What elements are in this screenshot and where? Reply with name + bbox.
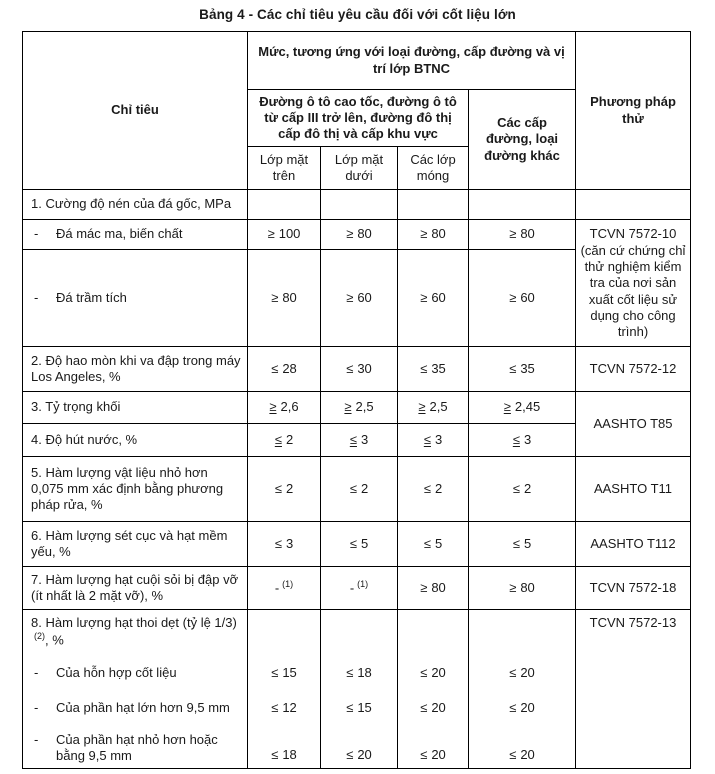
value-cell <box>398 658 469 690</box>
value-number: 35 <box>520 360 535 376</box>
comparison-operator: ≤ <box>512 431 520 447</box>
value-number: 20 <box>520 746 535 762</box>
value-cell <box>469 522 576 567</box>
row-label: 7. Hàm lượng hạt cuội sỏi bị đập vỡ (ít nhất là 2 mặt vỡ), % <box>31 571 239 603</box>
value-number: 3 <box>285 535 294 551</box>
method-cell: AASHTO T11 <box>576 457 691 522</box>
comparison-operator: ≥ <box>267 226 275 242</box>
value-number: 80 <box>431 226 446 242</box>
value-cell <box>321 728 398 769</box>
comparison-operator: ≥ <box>420 289 428 305</box>
row-label-cell <box>23 610 248 658</box>
footnote-ref: (1) <box>357 579 369 590</box>
value-number: 5 <box>434 535 443 551</box>
comparison-operator: ≥ <box>509 579 517 595</box>
value-number: 15 <box>282 665 297 681</box>
comparison-operator: ≥ <box>503 399 511 415</box>
value-number: 2,45 <box>514 399 541 415</box>
row-label: Của phần hạt lớn hơn 9,5 mm <box>56 700 230 716</box>
header-method: Phương pháp thử <box>576 32 691 190</box>
row-label: 2. Độ hao mòn khi va đập trong máy Los Angeles, % <box>31 352 241 384</box>
header-level-group: Mức, tương ứng với loại đường, cấp đường và vị trí lớp BTNC <box>248 32 576 90</box>
value-cell <box>321 190 398 220</box>
header-layer-bottom: Lớp mặt dưới <box>321 147 398 190</box>
row-label: 5. Hàm lượng vật liệu nhỏ hơn 0,075 mm xác định bằng phương pháp rửa, % <box>31 464 224 513</box>
method-cell <box>576 190 691 220</box>
value-cell <box>469 690 576 728</box>
value-cell <box>321 424 398 457</box>
value-number: 20 <box>431 746 446 762</box>
value-cell <box>469 190 576 220</box>
value-cell <box>469 347 576 392</box>
value-number: 2 <box>285 480 294 496</box>
row-label-cell <box>23 522 248 567</box>
row-label-cell <box>23 347 248 392</box>
value-cell <box>398 392 469 424</box>
comparison-operator: ≤ <box>274 480 282 496</box>
row-label: 4. Độ hút nước, % <box>31 431 138 447</box>
row-label-cell <box>23 457 248 522</box>
row-label: 3. Tỷ trọng khối <box>31 399 121 415</box>
value-number: 3 <box>523 431 532 447</box>
footnote-ref: (1) <box>282 579 294 590</box>
value-cell <box>248 392 321 424</box>
value-cell <box>248 424 321 457</box>
header-highway-group: Đường ô tô cao tốc, đường ô tô từ cấp III trở lên, đường đô thị cấp đô thị và cấp khu vực <box>248 90 469 147</box>
row-label-cell <box>23 392 248 424</box>
comparison-operator: ≤ <box>346 665 354 681</box>
value-cell <box>321 522 398 567</box>
method-cell: AASHTO T85 <box>576 392 691 457</box>
comparison-operator: ≤ <box>274 431 282 447</box>
value-cell <box>321 690 398 728</box>
value-cell <box>398 522 469 567</box>
value-number: 80 <box>520 579 535 595</box>
row-label-cell <box>23 567 248 610</box>
value-cell <box>321 250 398 347</box>
value-cell <box>321 347 398 392</box>
value-cell <box>398 567 469 610</box>
row-label: Của phần hạt nhỏ hơn hoặc bằng 9,5 mm <box>56 731 218 763</box>
value-number: 18 <box>282 746 297 762</box>
comparison-operator: ≤ <box>349 480 357 496</box>
row-label: Của hỗn hợp cốt liệu <box>56 665 177 681</box>
value-cell <box>248 567 321 610</box>
value-number: 80 <box>431 579 446 595</box>
header-other-roads: Các cấp đường, loại đường khác <box>469 90 576 190</box>
value-cell <box>469 567 576 610</box>
comparison-operator: ≤ <box>423 535 431 551</box>
comparison-operator: ≤ <box>420 665 428 681</box>
value-cell <box>398 190 469 220</box>
bullet-dash: - <box>34 289 39 305</box>
method-code: TCVN 7572-10 <box>589 225 677 241</box>
comparison-operator: ≤ <box>349 535 357 551</box>
value-cell <box>321 658 398 690</box>
value-number: 20 <box>431 665 446 681</box>
value-number: 5 <box>523 535 532 551</box>
comparison-operator: ≤ <box>509 360 517 376</box>
value-number: 2,5 <box>429 399 448 415</box>
value-number: 2 <box>434 480 443 496</box>
value-number: 80 <box>357 226 372 242</box>
value-cell <box>248 190 321 220</box>
comparison-operator: ≥ <box>269 399 277 415</box>
value-cell <box>321 392 398 424</box>
value-cell <box>469 424 576 457</box>
row-label-cell <box>23 728 248 769</box>
row-label: Đá trầm tích <box>56 289 127 305</box>
method-cell: AASHTO T112 <box>576 522 691 567</box>
comparison-operator: ≥ <box>418 399 426 415</box>
comparison-operator: ≤ <box>423 431 431 447</box>
row-label-cell <box>23 250 248 347</box>
bullet-dash: - <box>34 665 39 681</box>
row-label-cell <box>23 690 248 728</box>
value-number: 5 <box>360 535 369 551</box>
value-cell <box>469 457 576 522</box>
method-cell: TCVN 7572-12 <box>576 347 691 392</box>
value-number: 30 <box>357 360 372 376</box>
value-cell <box>248 610 321 658</box>
comparison-operator: ≤ <box>349 431 357 447</box>
footnote-ref: (2) <box>34 631 45 642</box>
method-cell <box>576 220 691 347</box>
table-row <box>23 457 691 522</box>
value-number: 3 <box>360 431 369 447</box>
row-label: Đá mác ma, biến chất <box>56 226 183 242</box>
value-cell <box>469 250 576 347</box>
table-row <box>23 347 691 392</box>
comparison-operator: ≥ <box>420 579 428 595</box>
bullet-dash: - <box>34 731 39 747</box>
value-number: 20 <box>357 746 372 762</box>
value-cell <box>398 424 469 457</box>
value-cell <box>321 220 398 250</box>
value-number: 2,6 <box>280 399 299 415</box>
table-row <box>23 610 691 658</box>
value-cell <box>248 658 321 690</box>
value-cell <box>469 728 576 769</box>
comparison-operator: ≤ <box>271 665 279 681</box>
table-row <box>23 567 691 610</box>
header-criteria: Chỉ tiêu <box>23 32 248 190</box>
value-number: 60 <box>431 289 446 305</box>
row-label-cell <box>23 190 248 220</box>
value-cell <box>398 347 469 392</box>
value-cell <box>469 220 576 250</box>
header-base-layers: Các lớp móng <box>398 147 469 190</box>
value-cell <box>248 250 321 347</box>
value-cell <box>398 728 469 769</box>
value-number: - <box>274 580 280 596</box>
value-cell <box>469 392 576 424</box>
value-number: 2 <box>285 431 294 447</box>
comparison-operator: ≤ <box>512 480 520 496</box>
value-number: 20 <box>431 700 446 716</box>
row-label: 6. Hàm lượng sét cục và hạt mềm yếu, % <box>31 527 228 559</box>
comparison-operator: ≤ <box>346 700 354 716</box>
value-number: 60 <box>357 289 372 305</box>
table-row <box>23 392 691 424</box>
value-cell <box>398 250 469 347</box>
value-cell <box>321 567 398 610</box>
row-label-tail: , % <box>45 632 64 648</box>
header-layer-top: Lớp mặt trên <box>248 147 321 190</box>
value-cell <box>248 728 321 769</box>
value-cell <box>321 457 398 522</box>
comparison-operator: ≤ <box>509 746 517 762</box>
comparison-operator: ≥ <box>509 226 517 242</box>
value-number: 100 <box>278 226 301 242</box>
criteria-table <box>22 31 691 769</box>
value-cell <box>248 522 321 567</box>
value-number: 15 <box>357 700 372 716</box>
comparison-operator: ≤ <box>423 480 431 496</box>
method-note: (căn cứ chứng chỉ thử nghiệm kiểm tra của nơi sản xuất cốt liệu sử dụng cho công trình) <box>580 242 686 340</box>
comparison-operator: ≤ <box>274 535 282 551</box>
value-number: 28 <box>282 360 297 376</box>
value-cell <box>248 347 321 392</box>
comparison-operator: ≤ <box>271 700 279 716</box>
comparison-operator: ≤ <box>346 360 354 376</box>
comparison-operator: ≥ <box>509 289 517 305</box>
value-cell <box>398 220 469 250</box>
value-number: - <box>349 580 355 596</box>
value-number: 80 <box>282 289 297 305</box>
table-row <box>23 190 691 220</box>
comparison-operator: ≤ <box>509 700 517 716</box>
value-cell <box>469 610 576 658</box>
value-cell <box>398 690 469 728</box>
comparison-operator: ≤ <box>420 360 428 376</box>
method-cell: TCVN 7572-18 <box>576 567 691 610</box>
header-row-1 <box>23 32 691 90</box>
value-number: 20 <box>520 700 535 716</box>
table-title: Bảng 4 - Các chỉ tiêu yêu cầu đối với cốt liệu lớn <box>199 7 516 22</box>
comparison-operator: ≥ <box>420 226 428 242</box>
comparison-operator: ≤ <box>512 535 520 551</box>
value-cell <box>248 220 321 250</box>
row-label-cell <box>23 658 248 690</box>
value-number: 20 <box>520 665 535 681</box>
value-number: 60 <box>520 289 535 305</box>
value-number: 18 <box>357 665 372 681</box>
value-number: 2,5 <box>355 399 374 415</box>
comparison-operator: ≤ <box>271 360 279 376</box>
comparison-operator: ≤ <box>346 746 354 762</box>
value-number: 3 <box>434 431 443 447</box>
row-label: 8. Hàm lượng hạt thoi dẹt (tỷ lệ 1/3) <box>31 615 237 630</box>
comparison-operator: ≤ <box>420 700 428 716</box>
value-cell <box>398 610 469 658</box>
value-number: 80 <box>520 226 535 242</box>
table-row <box>23 220 691 250</box>
comparison-operator: ≥ <box>344 399 352 415</box>
method-cell: TCVN 7572-13 <box>576 610 691 769</box>
row-label-cell <box>23 424 248 457</box>
bullet-dash: - <box>34 700 39 716</box>
comparison-operator: ≥ <box>271 289 279 305</box>
value-number: 12 <box>282 700 297 716</box>
row-label-cell <box>23 220 248 250</box>
value-cell <box>248 690 321 728</box>
bullet-dash: - <box>34 226 39 242</box>
comparison-operator: ≤ <box>271 746 279 762</box>
value-cell <box>398 457 469 522</box>
comparison-operator: ≥ <box>346 226 354 242</box>
value-number: 2 <box>360 480 369 496</box>
comparison-operator: ≤ <box>509 665 517 681</box>
value-cell <box>321 610 398 658</box>
value-cell <box>469 658 576 690</box>
comparison-operator: ≥ <box>346 289 354 305</box>
value-number: 35 <box>431 360 446 376</box>
row-label: 1. Cường độ nén của đá gốc, MPa <box>31 196 232 212</box>
comparison-operator: ≤ <box>420 746 428 762</box>
value-number: 2 <box>523 480 532 496</box>
table-row <box>23 522 691 567</box>
value-cell <box>248 457 321 522</box>
